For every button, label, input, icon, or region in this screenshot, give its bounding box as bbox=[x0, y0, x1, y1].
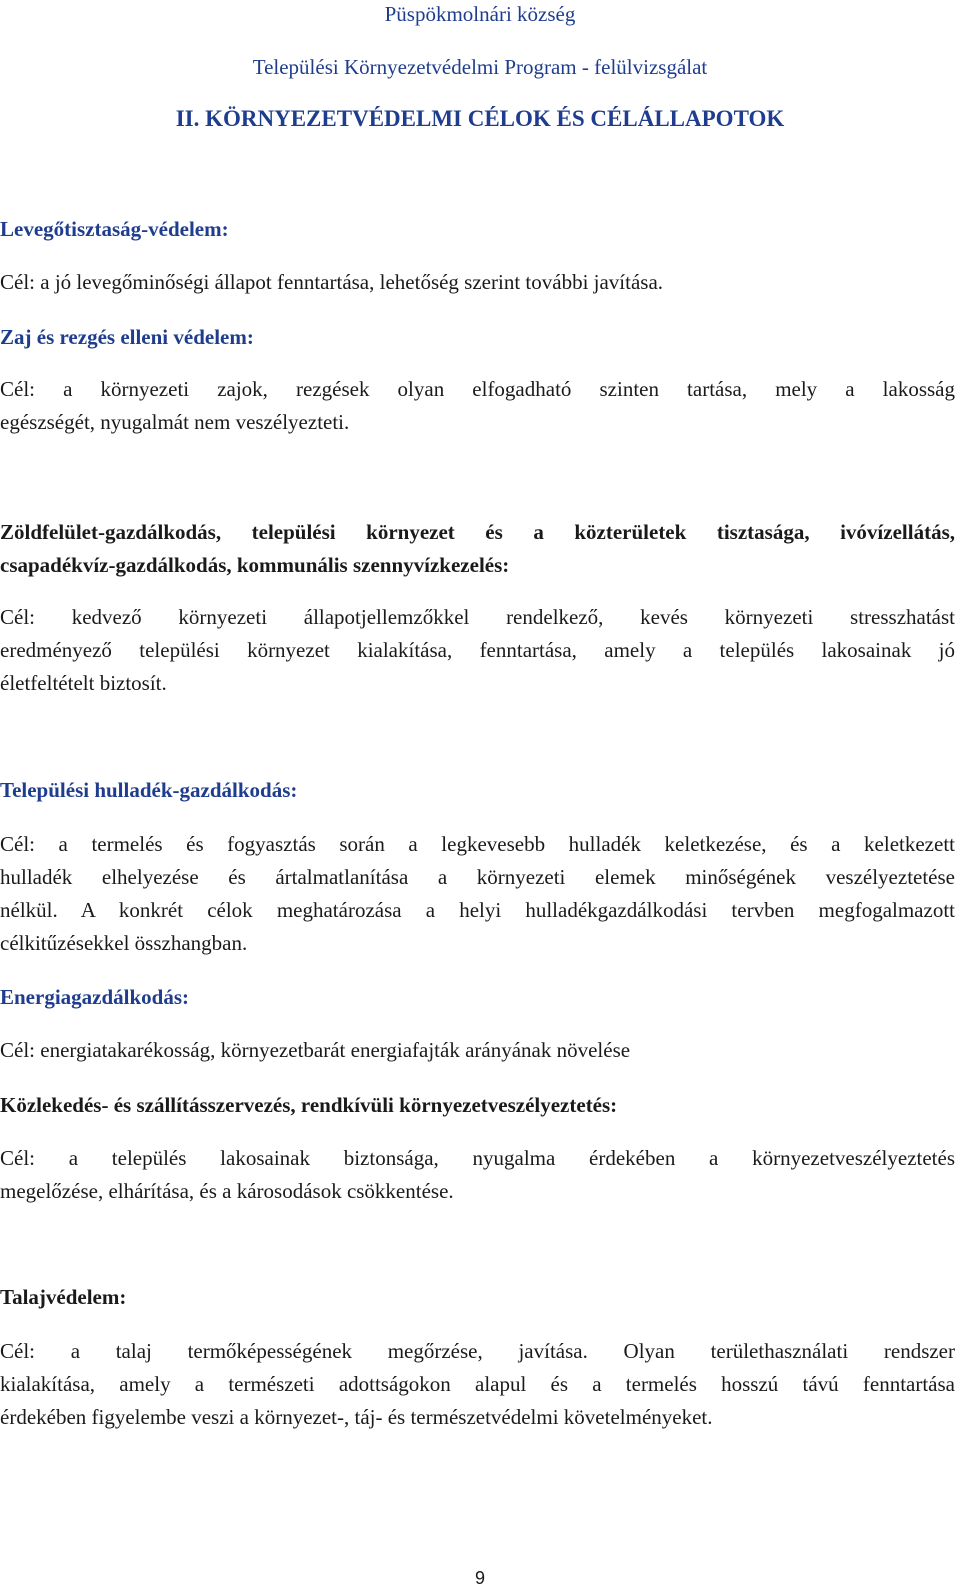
body-line: megelőzése, elhárítása, és a károsodások csökkentése. bbox=[0, 1179, 454, 1203]
heading-line: Zöldfelület-gazdálkodás, települési környezet és a közterületek tisztasága, ivóvízellátás, bbox=[0, 520, 955, 544]
section-heading-green-areas bbox=[0, 516, 955, 582]
section-body-soil bbox=[0, 1335, 955, 1434]
body-line: célkitűzésekkel összhangban. bbox=[0, 931, 248, 955]
section-body-air-quality bbox=[0, 266, 955, 299]
header-program-title: Települési Környezetvédelmi Program - felülvizsgálat bbox=[252, 55, 708, 79]
page-number: 9 bbox=[474, 1568, 485, 1588]
body-line: Cél: a település lakosainak biztonsága, nyugalma érdekében a környezetveszélyeztetés bbox=[0, 1146, 955, 1170]
section-body-transport bbox=[0, 1142, 955, 1208]
body-line: Cél: a termelés és fogyasztás során a legkevesebb hulladék keletkezése, és a keletkezett bbox=[0, 832, 955, 856]
body-line: Cél: a környezeti zajok, rezgések olyan elfogadható szinten tartása, mely a lakosság bbox=[0, 377, 955, 401]
section-heading-transport: Közlekedés- és szállításszervezés, rendkívüli környezetveszélyeztetés: bbox=[0, 1093, 618, 1117]
section-heading-waste: Települési hulladék-gazdálkodás: bbox=[0, 778, 298, 802]
body-line: eredményező települési környezet kialakítása, fenntartása, amely a település lakosainak jó bbox=[0, 638, 955, 662]
section-body-green-areas bbox=[0, 601, 955, 700]
body-line: Cél: a talaj termőképességének megőrzése, javítása. Olyan területhasználati rendszer bbox=[0, 1339, 955, 1363]
body-line: hulladék elhelyezése és ártalmatlanítása a környezeti elemek minőségének veszélyeztetése bbox=[0, 865, 955, 889]
body-line: életfeltételt biztosít. bbox=[0, 671, 167, 695]
section-heading-noise: Zaj és rezgés elleni védelem: bbox=[0, 325, 254, 349]
section-body-energy bbox=[0, 1034, 955, 1067]
chapter-title: II. KÖRNYEZETVÉDELMI CÉLOK ÉS CÉLÁLLAPOTOK bbox=[175, 106, 785, 131]
body-line: Cél: kedvező környezeti állapotjellemzőkkel rendelkező, kevés környezeti stresszhatást bbox=[0, 605, 955, 629]
body-line: érdekében figyelembe veszi a környezet-, táj- és természetvédelmi követelményeket. bbox=[0, 1405, 713, 1429]
section-heading-energy: Energiagazdálkodás: bbox=[0, 985, 190, 1009]
body-line: kialakítása, amely a természeti adottságokon alapul és a termelés hosszú távú fenntartása bbox=[0, 1372, 955, 1396]
body-line: egészségét, nyugalmát nem veszélyezteti. bbox=[0, 410, 350, 434]
section-heading-air-quality: Levegőtisztaság-védelem: bbox=[0, 217, 229, 241]
heading-line: csapadékvíz-gazdálkodás, kommunális szennyvízkezelés: bbox=[0, 553, 510, 577]
section-body-noise bbox=[0, 373, 955, 439]
body-line: Cél: a jó levegőminőségi állapot fenntartása, lehetőség szerint további javítása. bbox=[0, 270, 664, 294]
header-municipality: Püspökmolnári község bbox=[384, 2, 576, 26]
section-body-waste bbox=[0, 828, 955, 960]
section-heading-soil: Talajvédelem: bbox=[0, 1285, 127, 1309]
body-line: nélkül. A konkrét célok meghatározása a helyi hulladékgazdálkodási tervben megfogalmazott bbox=[0, 898, 955, 922]
body-line: Cél: energiatakarékosság, környezetbarát energiafajták arányának növelése bbox=[0, 1038, 631, 1062]
